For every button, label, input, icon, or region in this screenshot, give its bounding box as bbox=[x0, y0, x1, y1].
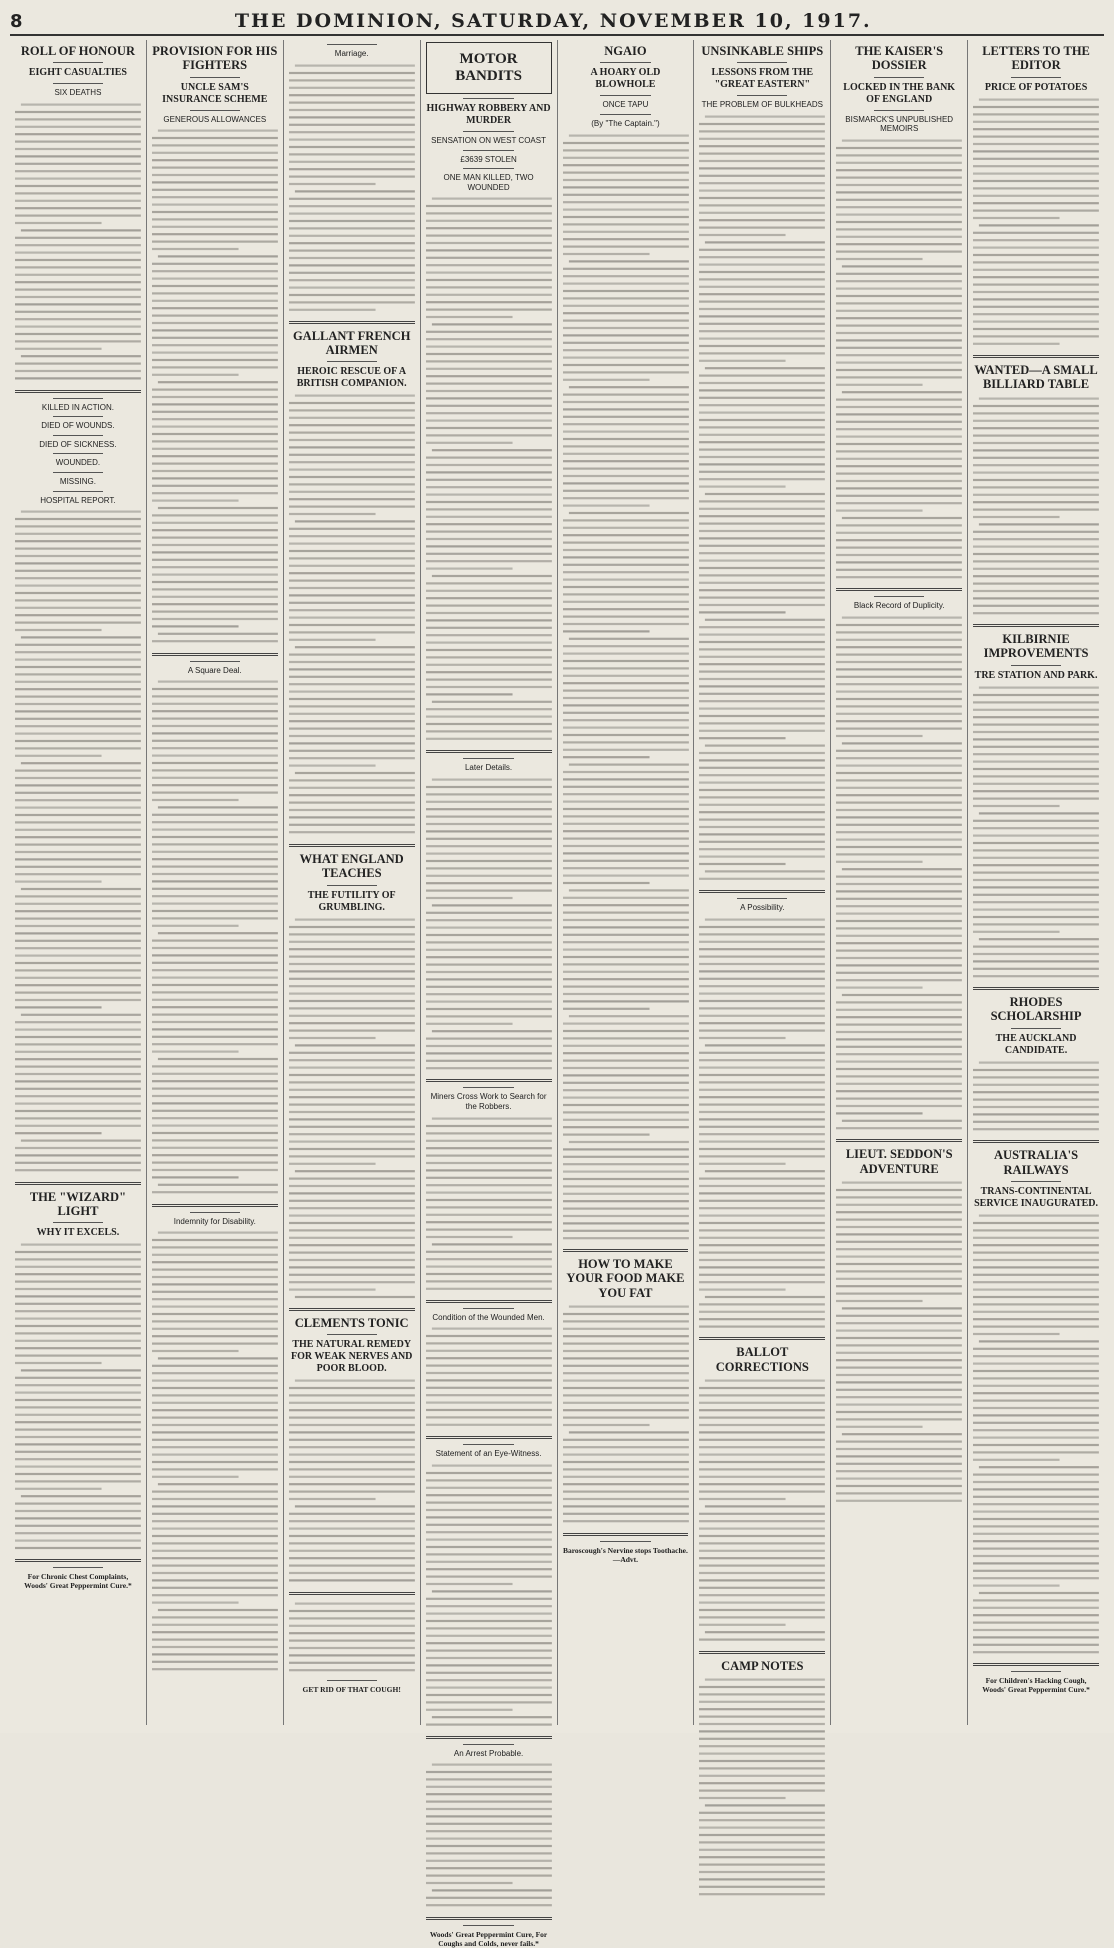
headline: PROVISION FOR HIS FIGHTERS bbox=[152, 44, 278, 73]
article-body bbox=[152, 127, 278, 647]
subheading: PRICE OF POTATOES bbox=[984, 81, 1088, 93]
section-divider bbox=[426, 1917, 552, 1920]
section-divider bbox=[699, 1651, 825, 1654]
article-body bbox=[836, 614, 962, 1134]
subheading: EIGHT CASUALTIES bbox=[28, 67, 127, 79]
section-divider bbox=[15, 1559, 141, 1562]
section-divider bbox=[289, 321, 415, 324]
subheading: Indemnity for Disability. bbox=[173, 1216, 256, 1226]
section-divider bbox=[289, 1592, 415, 1595]
article-body bbox=[836, 1179, 962, 1507]
section-divider bbox=[289, 1308, 415, 1311]
subheading: A Possibility. bbox=[740, 902, 785, 912]
subheading: A Square Deal. bbox=[187, 665, 242, 675]
column-7 bbox=[831, 40, 968, 1725]
column-8 bbox=[968, 40, 1104, 1725]
divider bbox=[600, 114, 650, 115]
headline: WANTED—A SMALL BILLIARD TABLE bbox=[974, 362, 1098, 392]
subheading: Miners Cross Work to Search for the Robbers. bbox=[430, 1092, 547, 1111]
subheading: THE FUTILITY OF GRUMBLING. bbox=[307, 889, 396, 913]
divider bbox=[53, 491, 103, 492]
section-divider bbox=[15, 390, 141, 393]
headline: KILBIRNIE IMPROVEMENTS bbox=[983, 631, 1089, 661]
divider bbox=[463, 1308, 513, 1309]
subheading: KILLED IN ACTION. bbox=[41, 402, 114, 412]
headline: ROLL OF HONOUR bbox=[20, 44, 135, 58]
divider bbox=[53, 62, 103, 63]
divider bbox=[190, 110, 240, 111]
headline: NGAIO bbox=[604, 44, 647, 58]
subheading: UNCLE SAM'S INSURANCE SCHEME bbox=[162, 81, 268, 105]
headline: HOW TO MAKE YOUR FOOD MAKE YOU FAT bbox=[566, 1256, 685, 1300]
divider bbox=[1011, 665, 1061, 666]
column-6 bbox=[694, 40, 831, 1725]
divider bbox=[737, 62, 787, 63]
divider bbox=[53, 83, 103, 84]
article-body bbox=[152, 678, 278, 1198]
divider bbox=[874, 77, 924, 78]
subheading: Later Details. bbox=[464, 763, 513, 773]
subheading: ONCE TAPU bbox=[602, 100, 649, 110]
divider bbox=[327, 361, 377, 362]
section-divider bbox=[699, 1337, 825, 1340]
headline: CLEMENTS TONIC bbox=[294, 1315, 409, 1330]
subheading: Marriage. bbox=[334, 49, 369, 58]
subheading: HOSPITAL REPORT. bbox=[40, 495, 116, 505]
subheading: DIED OF WOUNDS. bbox=[41, 421, 115, 431]
article-body bbox=[973, 1212, 1099, 1658]
section-divider bbox=[973, 987, 1099, 990]
section-divider bbox=[699, 890, 825, 893]
divider bbox=[463, 150, 513, 151]
subheading: WOUNDED. bbox=[55, 458, 101, 468]
page-number: 8 bbox=[10, 10, 23, 32]
section-divider bbox=[563, 1533, 689, 1536]
article-body bbox=[973, 96, 1099, 350]
section-divider bbox=[973, 624, 1099, 627]
subheading: TRANS-CONTINENTAL SERVICE INAUGURATED. bbox=[974, 1185, 1099, 1209]
section-divider bbox=[973, 1140, 1099, 1143]
divider bbox=[53, 1567, 103, 1568]
section-divider bbox=[836, 588, 962, 591]
divider bbox=[53, 453, 103, 454]
divider bbox=[600, 62, 650, 63]
article-body bbox=[15, 1241, 141, 1554]
column-2 bbox=[147, 40, 284, 1725]
headline: BALLOT CORRECTIONS bbox=[715, 1345, 809, 1374]
section-divider bbox=[152, 1204, 278, 1207]
section-divider bbox=[426, 1079, 552, 1082]
headline: LIEUT. SEDDON'S ADVENTURE bbox=[845, 1147, 953, 1176]
article-body bbox=[289, 62, 415, 316]
divider bbox=[463, 98, 513, 99]
subheading: HIGHWAY ROBBERY AND MURDER bbox=[426, 103, 551, 126]
subheading: A HOARY OLD BLOWHOLE bbox=[590, 67, 661, 91]
section-divider bbox=[836, 1139, 962, 1142]
divider bbox=[737, 95, 787, 96]
subheading: BISMARCK'S UNPUBLISHED MEMOIRS bbox=[845, 114, 954, 134]
divider bbox=[327, 885, 377, 886]
divider bbox=[190, 77, 240, 78]
subheading: SIX DEATHS bbox=[54, 88, 102, 98]
article-body bbox=[699, 113, 825, 885]
subheading: MISSING. bbox=[59, 476, 96, 486]
advertisement: GET RID OF THAT COUGH! bbox=[302, 1685, 401, 1695]
article-body bbox=[973, 1059, 1099, 1135]
divider bbox=[463, 1444, 513, 1445]
headline: RHODES SCHOLARSHIP bbox=[990, 995, 1082, 1024]
article-body bbox=[563, 1303, 689, 1527]
divider bbox=[600, 1541, 650, 1542]
subheading: ONE MAN KILLED, TWO WOUNDED bbox=[443, 173, 534, 192]
headline: THE KAISER'S DOSSIER bbox=[855, 44, 944, 73]
article-body bbox=[699, 916, 825, 1333]
divider bbox=[463, 1087, 513, 1088]
section-divider bbox=[563, 1249, 689, 1252]
headline: CAMP NOTES bbox=[721, 1658, 804, 1673]
paper-title: THE DOMINION, SATURDAY, NOVEMBER 10, 1917. bbox=[234, 10, 872, 32]
subheading: WHY IT EXCELS. bbox=[36, 1227, 120, 1239]
subheading: LOCKED IN THE BANK OF ENGLAND bbox=[843, 81, 956, 105]
column-4 bbox=[421, 40, 558, 1948]
article-body bbox=[836, 137, 962, 583]
headline: AUSTRALIA'S RAILWAYS bbox=[994, 1148, 1079, 1177]
divider bbox=[463, 168, 513, 169]
article-body bbox=[289, 1600, 415, 1676]
subheading: TRE STATION AND PARK. bbox=[974, 669, 1098, 681]
subheading: GENEROUS ALLOWANCES bbox=[163, 114, 267, 124]
divider bbox=[53, 1222, 103, 1223]
advertisement: Woods' Great Peppermint Cure, For Coughs and Colds, never fails.* bbox=[429, 1929, 548, 1948]
section-divider bbox=[152, 653, 278, 656]
headline: WHAT ENGLAND TEACHES bbox=[299, 851, 404, 881]
subheading: £3639 STOLEN bbox=[460, 154, 517, 164]
article-body bbox=[426, 195, 552, 745]
article-body bbox=[289, 392, 415, 838]
article-body bbox=[15, 508, 141, 1176]
article-body bbox=[973, 684, 1099, 982]
divider bbox=[53, 435, 103, 436]
subheading: SENSATION ON WEST COAST bbox=[431, 136, 546, 145]
divider bbox=[600, 95, 650, 96]
section-divider bbox=[426, 1300, 552, 1303]
divider bbox=[463, 1744, 513, 1745]
article-body bbox=[426, 776, 552, 1074]
columns-container bbox=[10, 40, 1104, 1948]
section-divider bbox=[426, 750, 552, 753]
article-body bbox=[289, 916, 415, 1303]
article-body bbox=[152, 1229, 278, 1675]
divider bbox=[327, 44, 377, 45]
divider bbox=[463, 131, 513, 132]
divider bbox=[53, 416, 103, 417]
subheading: An Arrest Probable. bbox=[453, 1748, 524, 1758]
article-body bbox=[426, 1115, 552, 1295]
divider bbox=[463, 758, 513, 759]
advertisement: Baroscough's Nervine stops Toothache. —Advt. bbox=[562, 1545, 688, 1564]
masthead bbox=[10, 8, 1104, 36]
divider bbox=[1011, 77, 1061, 78]
article-body bbox=[426, 1325, 552, 1431]
advertisement: For Children's Hacking Cough, Woods' Great Peppermint Cure.* bbox=[982, 1676, 1090, 1695]
divider bbox=[327, 1334, 377, 1335]
subheading: (By "The Captain.") bbox=[591, 118, 660, 128]
divider bbox=[463, 1925, 513, 1926]
subheading: Statement of an Eye-Witness. bbox=[435, 1449, 542, 1459]
article-body bbox=[699, 1377, 825, 1646]
headline: MOTOR BANDITS bbox=[426, 42, 552, 94]
subheading: HEROIC RESCUE OF A BRITISH COMPANION. bbox=[296, 366, 407, 390]
divider bbox=[1011, 1028, 1061, 1029]
divider bbox=[737, 898, 787, 899]
article-body bbox=[289, 1377, 415, 1587]
article-body bbox=[973, 395, 1099, 619]
column-1 bbox=[10, 40, 147, 1725]
headline: THE "WIZARD" LIGHT bbox=[29, 1189, 127, 1218]
article-body bbox=[426, 1761, 552, 1911]
section-divider bbox=[973, 355, 1099, 358]
divider bbox=[190, 661, 240, 662]
divider bbox=[327, 1680, 377, 1681]
section-divider bbox=[289, 844, 415, 847]
subheading: THE PROBLEM OF BULKHEADS bbox=[701, 100, 823, 110]
divider bbox=[190, 1212, 240, 1213]
divider bbox=[874, 110, 924, 111]
divider bbox=[1011, 1181, 1061, 1182]
divider bbox=[53, 398, 103, 399]
divider bbox=[1011, 1671, 1061, 1672]
advertisement: For Chronic Chest Complaints, Woods' Great Peppermint Cure.* bbox=[24, 1572, 132, 1591]
subheading: LESSONS FROM THE "GREAT EASTERN" bbox=[711, 67, 814, 91]
divider bbox=[53, 472, 103, 473]
section-divider bbox=[426, 1436, 552, 1439]
section-divider bbox=[973, 1663, 1099, 1666]
subheading: THE AUCKLAND CANDIDATE. bbox=[995, 1032, 1077, 1056]
column-3 bbox=[284, 40, 421, 1725]
column-5 bbox=[558, 40, 695, 1725]
divider bbox=[874, 596, 924, 597]
headline: UNSINKABLE SHIPS bbox=[701, 44, 824, 58]
subheading: Condition of the Wounded Men. bbox=[432, 1312, 545, 1322]
subheading: DIED OF SICKNESS. bbox=[39, 439, 117, 449]
section-divider bbox=[15, 1182, 141, 1185]
section-divider bbox=[426, 1736, 552, 1739]
headline: LETTERS TO THE EDITOR bbox=[982, 44, 1090, 73]
headline: GALLANT FRENCH AIRMEN bbox=[292, 328, 411, 357]
subheading: THE NATURAL REMEDY FOR WEAK NERVES AND POOR BLOOD. bbox=[290, 1339, 413, 1375]
article-body bbox=[15, 101, 141, 385]
article-body bbox=[563, 132, 689, 1244]
article-body bbox=[699, 1676, 825, 1900]
subheading: Black Record of Duplicity. bbox=[853, 601, 945, 611]
article-body bbox=[426, 1462, 552, 1731]
